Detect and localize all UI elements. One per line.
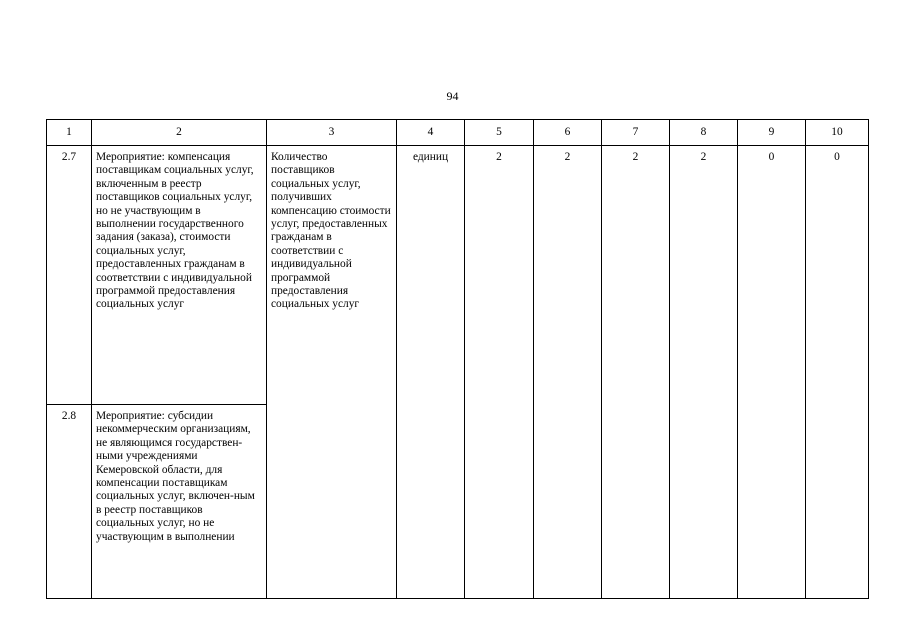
column-header: 10 [806, 120, 869, 146]
value-cell: 2 [534, 146, 602, 599]
row-number: 2.7 [47, 146, 92, 405]
program-indicators-table [46, 119, 869, 599]
page-number: 94 [446, 89, 459, 103]
column-header: 4 [397, 120, 465, 146]
column-header: 6 [534, 120, 602, 146]
column-header: 3 [267, 120, 397, 146]
value-cell: 0 [738, 146, 806, 599]
row-number: 2.8 [47, 405, 92, 599]
column-header: 1 [47, 120, 92, 146]
value-cell: 0 [806, 146, 869, 599]
event-text: Мероприятие: компенсация поставщикам социальных услуг, включенным в реестр поставщиков социальных услуг, но не участвующим в выполнении государственного задания (заказа), стоимости социальных услуг, предоставленных гражданам в соответствии с индивидуальной программой предоставления социальных услуг [96, 151, 254, 311]
table-row [47, 146, 869, 405]
column-header: 9 [738, 120, 806, 146]
value-cell: 2 [670, 146, 738, 599]
value-cell: 2 [465, 146, 534, 599]
event-description [92, 146, 267, 405]
table-header-row [47, 120, 869, 146]
column-header: 2 [92, 120, 267, 146]
unit-cell: единиц [397, 146, 465, 599]
value-cell: 2 [602, 146, 670, 599]
indicator-text: Количество поставщиков социальных услуг, получивших компенсацию стоимости услуг, предоставленных гражданам в соответствии с индивидуальной программой предоставления социальных услуг [271, 151, 391, 311]
column-header: 7 [602, 120, 670, 146]
event-text: Мероприятие: субсидии некоммерческим организациям, не являющимся государствен-ными учреждениями Кемеровской области, для компенсации поставщикам социальных услуг, включен-ным в реестр поставщиков социальных услуг, но не участвующим в выполнении [96, 410, 255, 543]
column-header: 8 [670, 120, 738, 146]
indicator-description [267, 146, 397, 599]
event-description [92, 405, 267, 599]
column-header: 5 [465, 120, 534, 146]
